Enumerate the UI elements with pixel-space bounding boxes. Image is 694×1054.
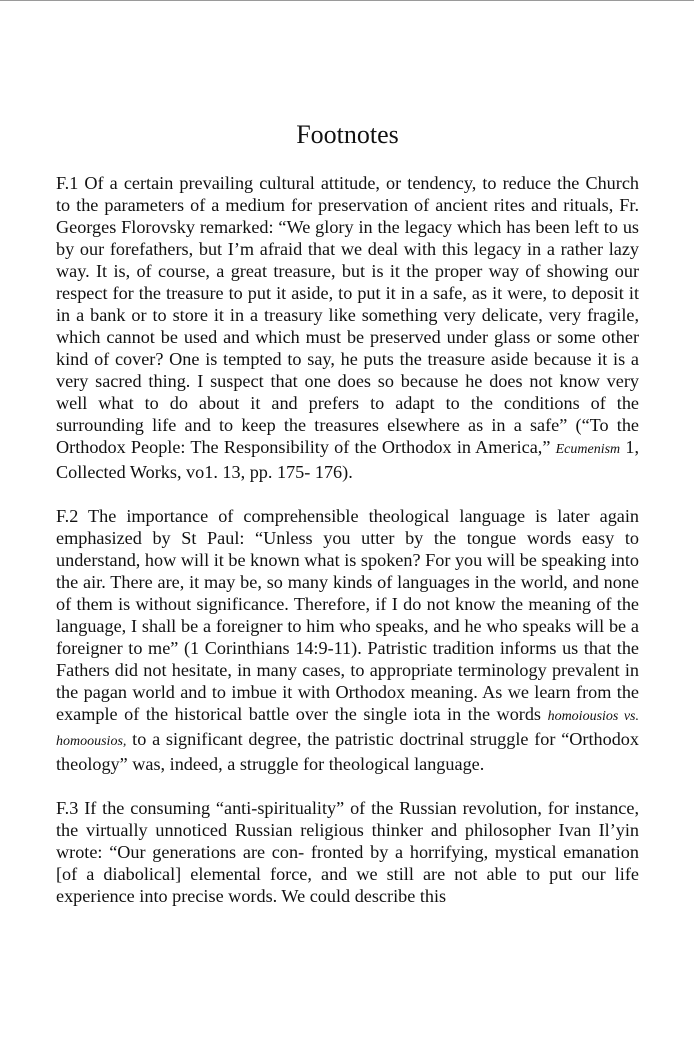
footnote-f1-id: F.1 [56, 173, 79, 193]
footnote-f2 [56, 505, 639, 775]
footnote-f1-italic: Ecumenism [555, 442, 621, 457]
footnote-f2-text: The importance of comprehensible theological language is later again emphasized by St Paul: “Unless you utter by the tongue words easy to understand, how will it be known what is spoken? For you will be speaking into the air. There are, it may be, so many kinds of languages in the world, and none of them is without significance. Therefore, if I do not know the meaning of the language, I shall be a foreigner to him who speaks, and he who speaks will be a foreigner to me” (1 Corinthians 14:9-11). Patristic tradition informs us that the Fathers did not hesitate, in many cases, to appropriate terminology prevalent in the pagan world and to imbue it with Orthodox meaning. As we learn from the example of the historical battle over the single iota in the words [56, 506, 640, 724]
footnote-f1-text-end: 1, Collected Works, vo1. 13, pp. 175- 176). [56, 437, 640, 482]
footnote-f2-id: F.2 [56, 506, 79, 526]
page-title: Footnotes [296, 120, 399, 149]
footnote-f2-italic: homoiousios vs. homoousios, [56, 709, 639, 749]
footnote-f3-id: F.3 [56, 798, 79, 818]
page-content [56, 0, 639, 907]
footnote-f3-text: If the consuming “anti-spirituality” of the Russian revolution, for instance, the virtually unnoticed Russian religious thinker and philosopher Ivan Il’yin wrote: “Our generations are con- fronted by a horrifying, mystical emanation [of a diabolical] elemental force, and we still are not able to put our life experience into precise words. We could describe this [56, 798, 639, 906]
footnote-f1 [56, 172, 639, 483]
footnote-f1-text: Of a certain prevailing cultural attitude, or tendency, to reduce the Church to the parameters of a medium for preservation of ancient rites and rituals, Fr. Georges Florovsky remarked: “We glory in the legacy which has been left to us by our forefathers, but I’m afraid that we deal with this legacy in a rather lazy way. It is, of course, a great treasure, but is it the proper way of showing our respect for the treasure to put it aside, to put it in a safe, as it were, to deposit it in a bank or to store it in a treasury like something very delicate, very fragile, which cannot be used and which must be preserved under glass or some other kind of cover? One is tempted to say, he puts the treasure aside because it is a very sacred thing. I suspect that one does so because he does not know very well what to do about it and prefers to adapt to the conditions of the surrounding life and to keep the treasures elsewhere as in a safe” (“To the Orthodox People: The Responsibility of the Orthodox in America,” [56, 173, 639, 457]
footnote-f2-text-end: to a significant degree, the patristic doctrinal struggle for “Orthodox theology” was, indeed, a struggle for theological language. [56, 729, 639, 774]
footnote-f3 [56, 797, 639, 907]
